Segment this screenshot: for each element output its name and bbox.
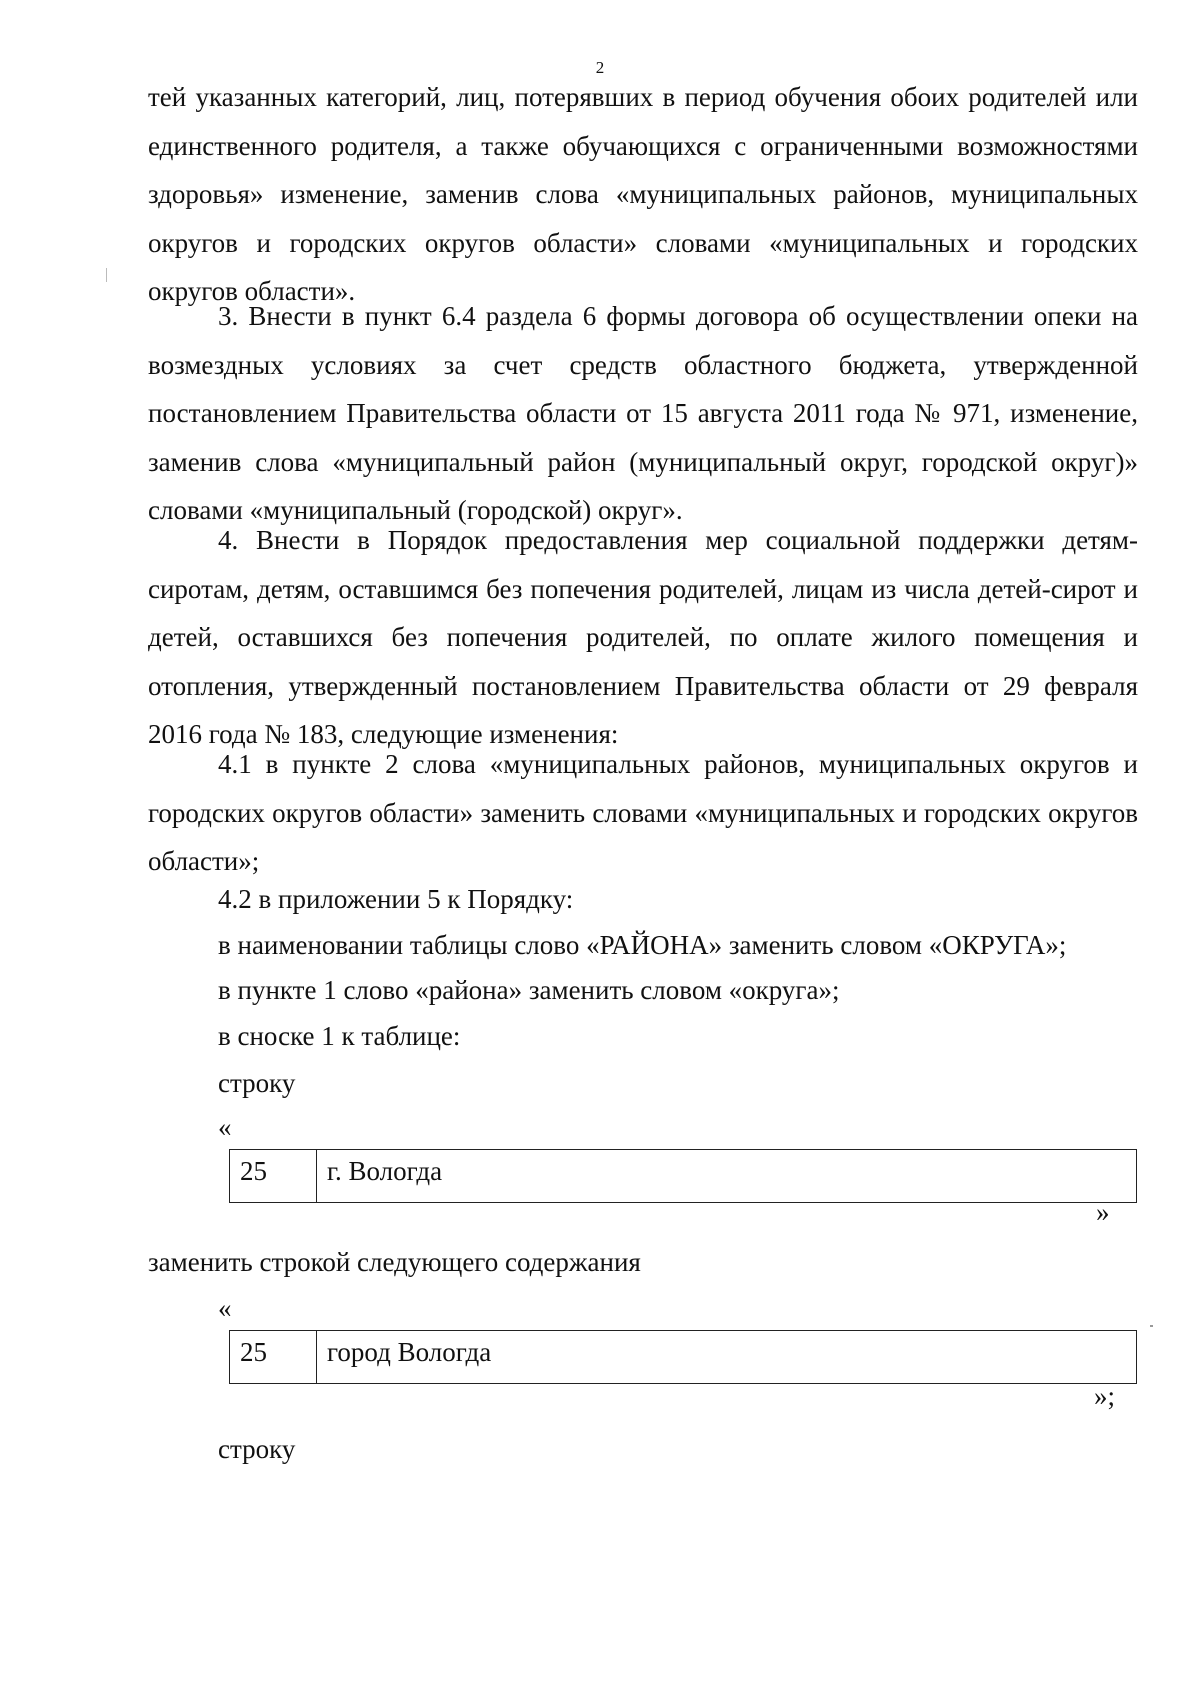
- new-row-table: [229, 1330, 1137, 1384]
- old-row-number: 25: [230, 1150, 317, 1203]
- line-footnote: в сноске 1 к таблице:: [218, 1021, 461, 1051]
- close-quote-1: »: [1096, 1197, 1110, 1227]
- new-row-number: 25: [230, 1331, 317, 1384]
- close-quote-2: »;: [1094, 1381, 1116, 1411]
- scan-artifact: [106, 268, 107, 282]
- old-row-name: г. Вологда: [317, 1150, 1137, 1203]
- paragraph-4: 4.1 в пункте 2 слова «муниципальных районов, муниципальных округов и городских округов области» заменить словами «муниципальных и городских округов области»;: [148, 749, 1138, 876]
- line-item-1: в пункте 1 слово «района» заменить словом «округа»;: [218, 975, 840, 1005]
- open-quote-2: «: [218, 1293, 232, 1323]
- line-replace-with: заменить строкой следующего содержания: [148, 1247, 641, 1277]
- paragraph-2: 3. Внести в пункт 6.4 раздела 6 формы договора об осуществлении опеки на возмездных условиях за счет средств областного бюджета, утвержденной постановлением Правительства области от 15 августа 2011 года № 971, изменение, заменив слова «муниципальный район (муниципальный округ, городской округ)» словами «муниципальный (городской) округ».: [148, 301, 1138, 525]
- new-row-name: город Вологда: [317, 1331, 1137, 1384]
- paragraph-item-4: [148, 516, 1138, 759]
- paragraph-item-4-1: [148, 740, 1138, 886]
- paragraph-3: 4. Внести в Порядок предоставления мер социальной поддержки детям-сиротам, детям, оставшимся без попечения родителей, лицам из числа детей-сирот и детей, оставшихся без попечения родителей, по оплате жилого помещения и отопления, утвержденный постановлением Правительства области от 29 февраля 2016 года № 183, следующие изменения:: [148, 525, 1138, 749]
- open-quote-1: «: [218, 1112, 232, 1142]
- line-table-name: в наименовании таблицы слово «РАЙОНА» заменить словом «ОКРУГА»;: [218, 930, 1067, 960]
- line-row-label-2: строку: [218, 1434, 296, 1464]
- paragraph-item-3: [148, 292, 1138, 535]
- table-row: [230, 1150, 1137, 1203]
- paragraph-1: тей указанных категорий, лиц, потерявших в период обучения обоих родителей или единственного родителя, а также обучающихся с ограниченными возможностями здоровья» изменение, заменив слова «муниципальных районов, муниципальных округов и городских округов области» словами «муниципальных и городских округов области».: [148, 82, 1138, 306]
- paragraph-continuation: [148, 73, 1138, 316]
- page-number: 2: [595, 58, 605, 77]
- scan-artifact: [1150, 1325, 1153, 1327]
- table-row: [230, 1331, 1137, 1384]
- old-row-table: [229, 1149, 1137, 1203]
- line-4-2: 4.2 в приложении 5 к Порядку:: [218, 884, 574, 914]
- line-row-label-1: строку: [218, 1068, 296, 1098]
